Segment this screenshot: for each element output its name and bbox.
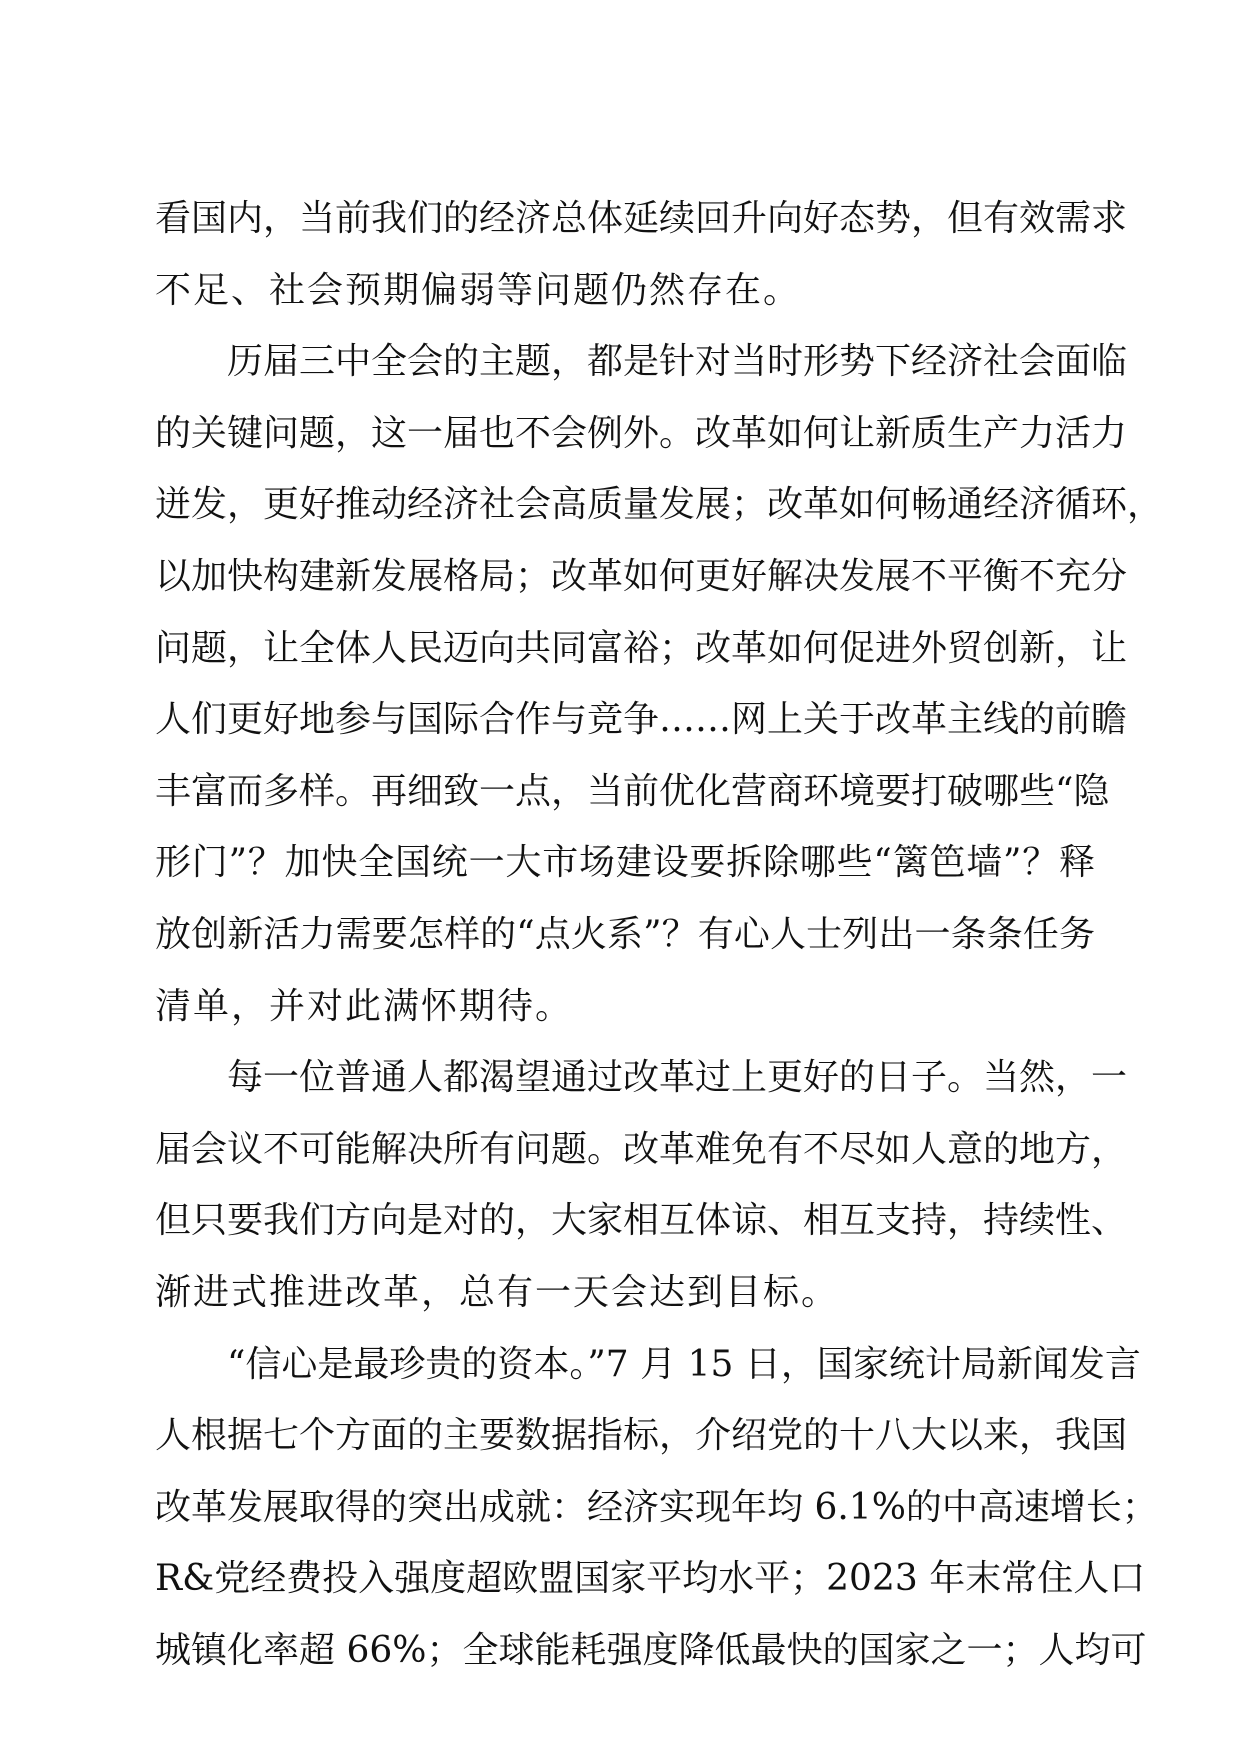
paragraph: [155, 1329, 1158, 1687]
text-line: 以加快构建新发展格局；改革如何更好解决发展不平衡不充分: [155, 555, 1128, 597]
text-line: 形门”？加快全国统一大市场建设要拆除哪些“篱笆墙”？释: [155, 842, 1095, 884]
text-line: 人根据七个方面的主要数据指标，介绍党的十八大以来，我国: [155, 1415, 1128, 1457]
text-line: 不足、社会预期偏弱等问题仍然存在。: [155, 269, 802, 311]
paragraph: [155, 1042, 1128, 1328]
text-line: 迸发，更好推动经济社会高质量发展；改革如何畅通经济循环，: [155, 484, 1164, 526]
text-line: 人们更好地参与国际合作与竞争……网上关于改革主线的前瞻: [155, 699, 1128, 741]
paragraph: [155, 326, 1164, 1042]
text-line: 放创新活力需要怎样的“点火系”？有心人士列出一条条任务: [155, 913, 1095, 955]
text-line: 城镇化率超 66%；全球能耗强度降低最快的国家之一；人均可: [155, 1629, 1147, 1671]
text-line: 丰富而多样。再细致一点，当前优化营商环境要打破哪些“隐: [155, 770, 1110, 812]
text-line: 但只要我们方向是对的，大家相互体谅、相互支持，持续性、: [155, 1200, 1128, 1242]
text-line: 渐进式推进改革，总有一天会达到目标。: [155, 1271, 840, 1313]
paragraph: [155, 183, 1128, 326]
text-line: 届会议不可能解决所有问题。改革难免有不尽如人意的地方，: [155, 1128, 1128, 1170]
text-line: 看国内，当前我们的经济总体延续回升向好态势，但有效需求: [155, 198, 1128, 239]
text-line: 的关键问题，这一届也不会例外。改革如何让新质生产力活力: [155, 412, 1128, 454]
text-line: “信心是最珍贵的资本。”7 月 15 日，国家统计局新闻发言: [227, 1343, 1141, 1385]
text-line: 问题，让全体人民迈向共同富裕；改革如何促进外贸创新，让: [155, 627, 1128, 669]
text-line: 历届三中全会的主题，都是针对当时形势下经济社会面临: [227, 341, 1128, 383]
text-line: R&党经费投入强度超欧盟国家平均水平；2023 年末常住人口: [155, 1558, 1146, 1600]
text-line: 清单，并对此满怀期待。: [155, 985, 574, 1027]
document-body: [155, 183, 1164, 1686]
text-line: 每一位普通人都渴望通过改革过上更好的日子。当然，一: [227, 1057, 1128, 1099]
text-line: 改革发展取得的突出成就：经济实现年均 6.1%的中高速增长；: [155, 1486, 1158, 1528]
